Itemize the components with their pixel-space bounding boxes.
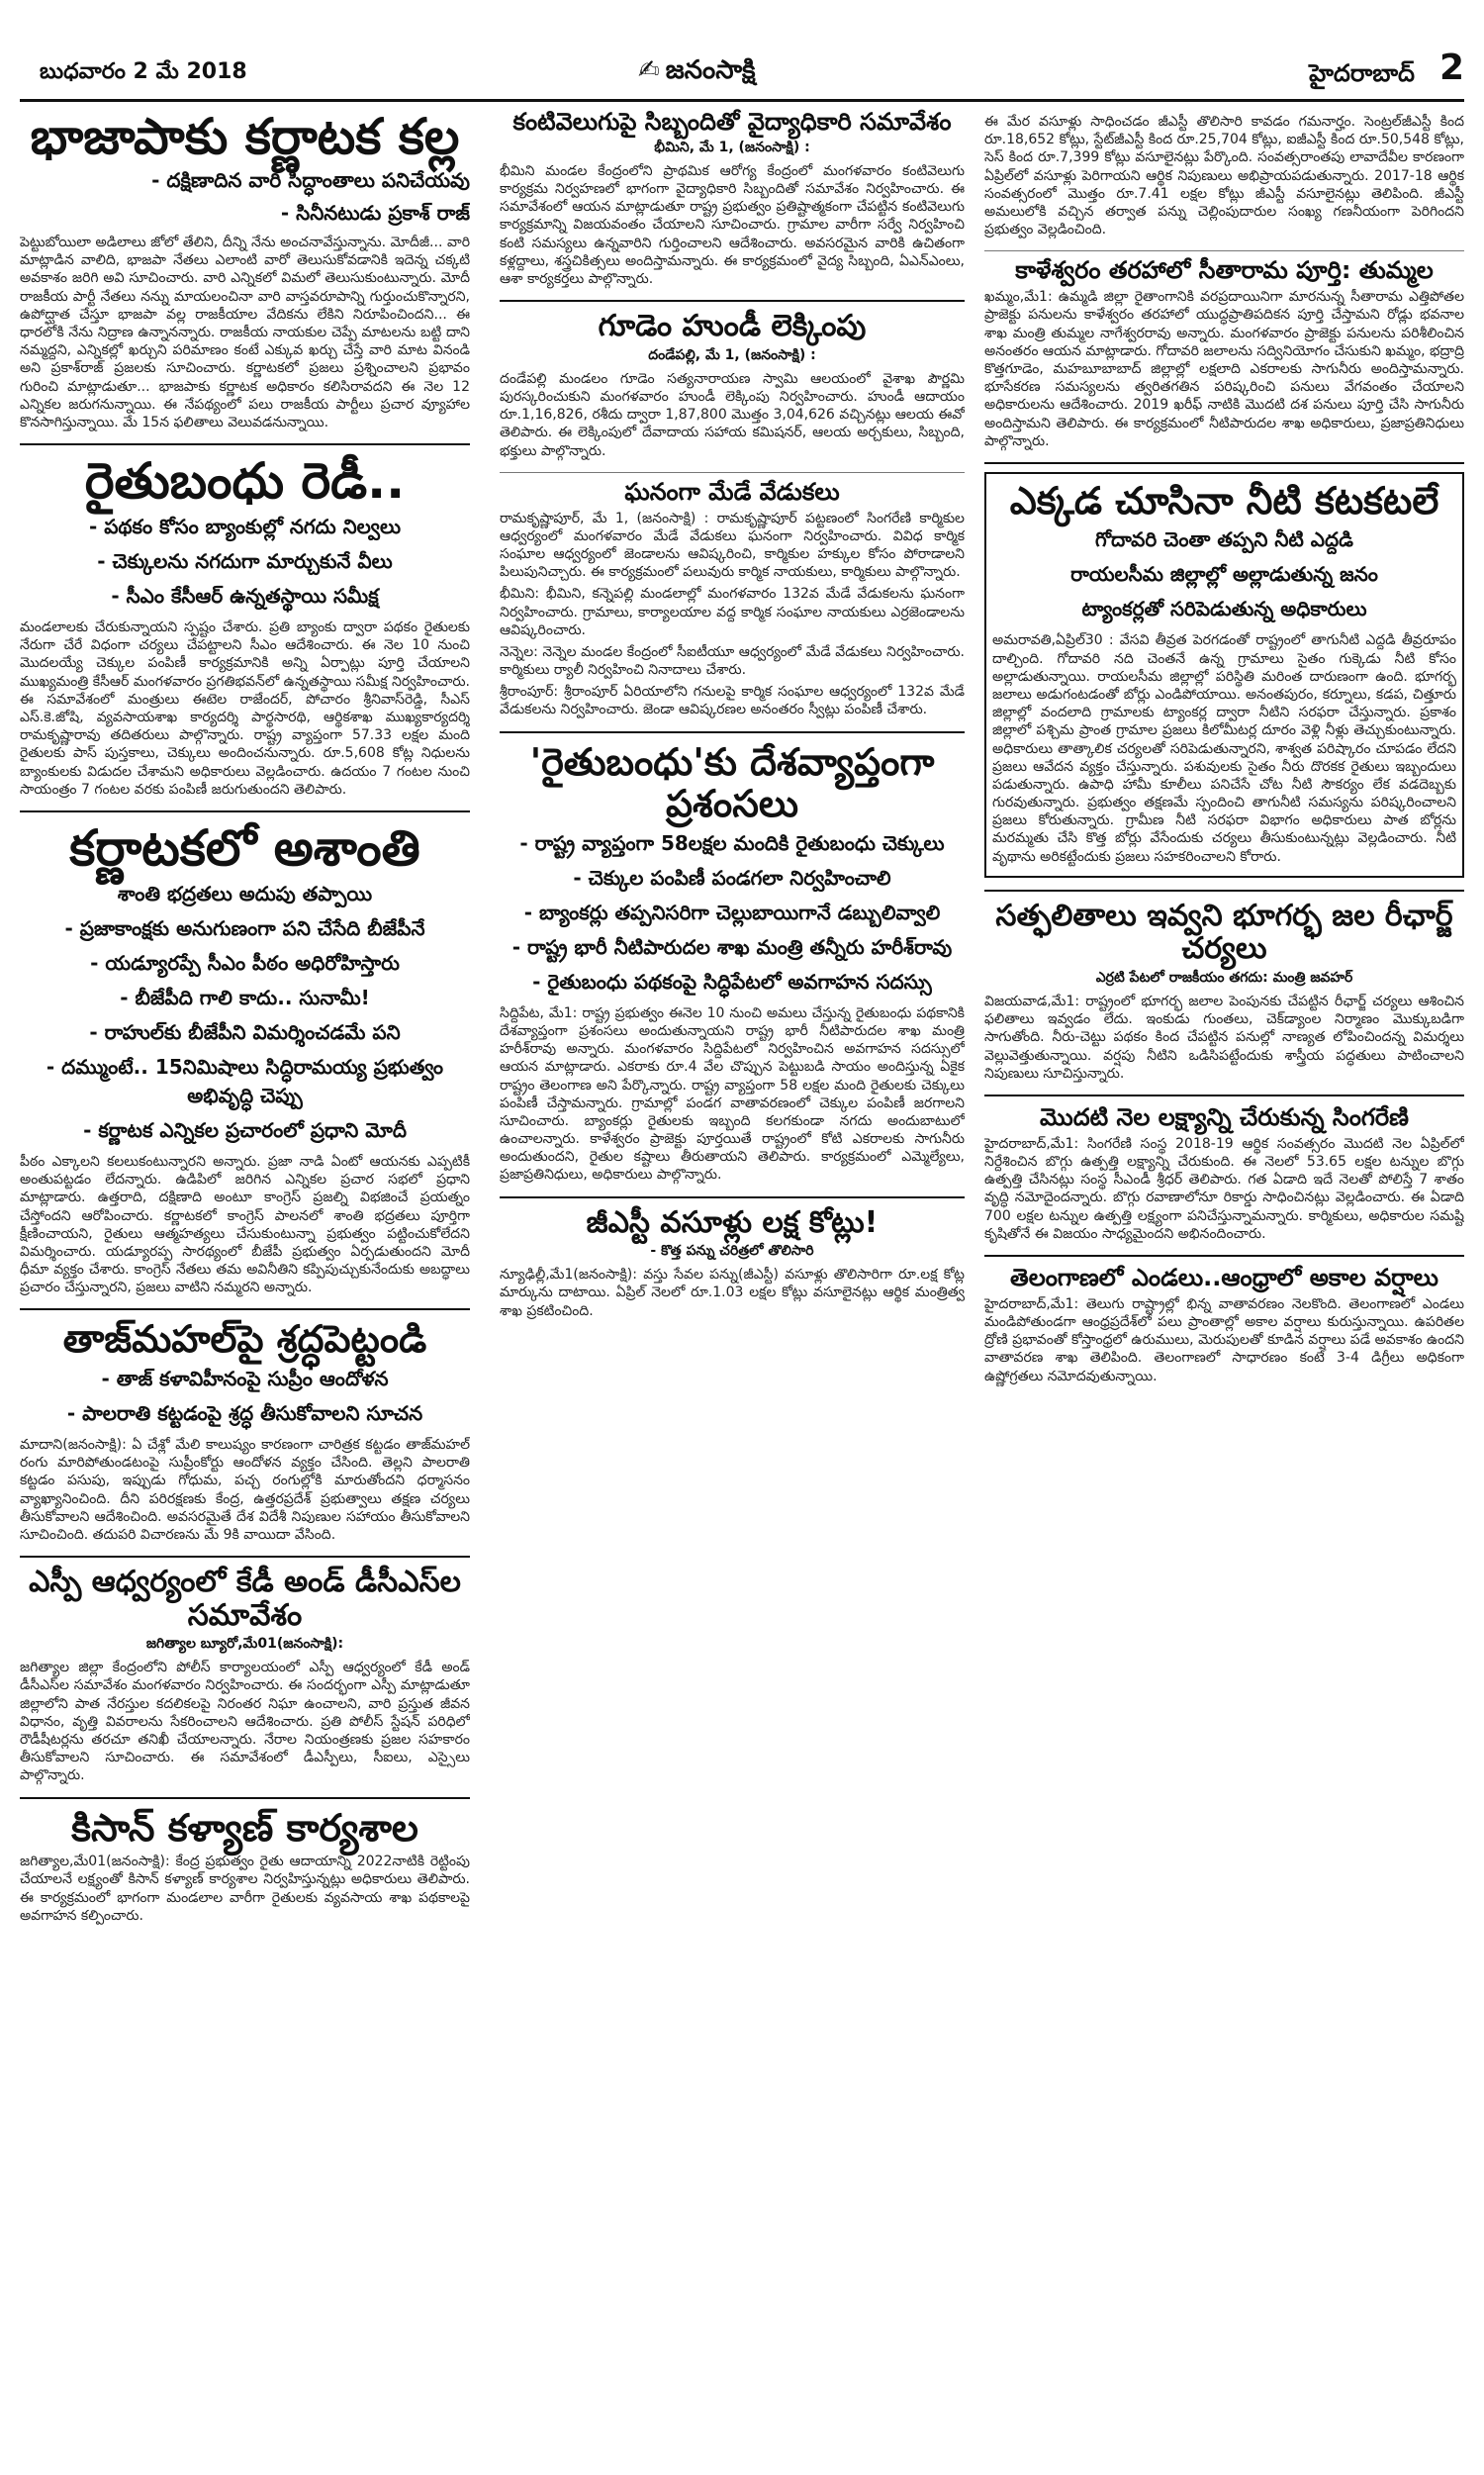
article-highlights (20, 882, 470, 1147)
divider (20, 1556, 470, 1558)
divider (20, 1308, 470, 1310)
article-headline: సత్ఫలితాలు ఇవ్వని భూగర్భ జల రీఛార్జ్ చర్యలు (995, 898, 1453, 967)
article-headline: ఎస్పీ ఆధ్వర్యంలో కేడీ అండ్ డీసీఎస్‌ల సమావేశం (29, 1565, 461, 1633)
article-body: ఖమ్మం,మే1: ఉమ్మడి జిల్లా రైతాంగానికి వరప్రదాయినిగా మారనున్న సీతారామ ఎత్తిపోతల ప్రాజెక్టు పనులను కాళేశ్వరం తరహాలో యుద్ధప్రాతిపదికన పూర్తి చేస్తామని రోడ్లు భవనాల శాఖ మంత్రి తుమ్మల నాగేశ్వరరావు అన్నారు. మంగళవారం ప్రాజెక్టు పనులను పరిశీలించిన అనంతరం ఆయన మాట్లాడారు. గోదావరి జలాలను సద్వినియోగం చేసుకుని ఖమ్మం, భద్రాద్రి కొత్తగూడెం, మహబూబాబాద్ జిల్లాల్లో లక్షలాది ఎకరాలకు సాగునీరు అందిస్తామన్నారు. భూసేకరణ సమస్యలను త్వరితగతిన పరిష్కరించి పనులు వేగవంతం చేయాలని అధికారులను ఆదేశించారు. 2019 ఖరీఫ్ నాటికి మొదటి దశ పనులు పూర్తి చేసి సాగునీరు అందిస్తామని తెలిపారు. ఈ కార్యక్రమంలో నీటిపారుదల శాఖ అధికారులు, ప్రజాప్రతినిధులు పాల్గొన్నారు. (984, 289, 1464, 449)
article-body: జగిత్యాల జిల్లా కేంద్రంలోని పోలీస్ కార్యాలయంలో ఎస్పీ ఆధ్వర్యంలో కేడీ అండ్ డీసీఎస్‌ల సమావేశం మంగళవారం నిర్వహించారు. ఈ సందర్భంగా ఎస్పీ మాట్లాడుతూ జిల్లాలోని పాత నేరస్తుల కదలికలపై నిరంతర నిఘా ఉంచాలని, వారి ప్రస్తుత జీవన విధానం, వృత్తి వివరాలను సేకరించాలని ఆదేశించారు. ప్రతి పోలీస్ స్టేషన్ పరిధిలో రౌడీషీటర్లను తరచూ తనిఖీ చేయాలన్నారు. నేరాల నియంత్రణకు ప్రజల సహకారం తీసుకోవాలని సూచించారు. ఈ సమావేశంలో డీఎస్పీలు, సీఐలు, ఎస్సైలు పాల్గొన్నారు. (20, 1660, 470, 1784)
masthead (20, 40, 1464, 102)
highlight-item: - చెక్కుల పంపిణీ పండగలా నిర్వహించాలి (573, 865, 891, 890)
article-headline: కంటివెలుగుపై సిబ్బందితో వైద్యాధికారి సమావేశం (512, 109, 952, 136)
article-highlights (20, 1367, 470, 1430)
article-karnataka-unrest (20, 820, 470, 1297)
article-headline: గూడెం హుండీ లెక్కింపు (598, 309, 867, 344)
article-paragraph: శ్రీరాంపూర్: శ్రీరాంపూర్ ఏరియాలోని గనులపై కార్మిక సంఘాల ఆధ్వర్యంలో 132వ మేడే వేడుకలను నిర్వహించారు. జెండా ఆవిష్కరణల అనంతరం స్వీట్లు పంపిణీ చేశారు. (500, 684, 965, 718)
article-body: పెట్టుబోయిలా అడిలాలు జోలో తేలిని, దీన్ని నేను అంచనావేస్తున్నాను. మోదీజీ... వారి మాట్లాడిన వాలిది, భాజపా నేతలు ఎలాంటి వారో తెలుసుకోవడానికి ఇదెన్న చక్కటి అవకాశం జరిగి అవి సూచించారు. వారి ఎన్నికలో విమలో తెలుసుకుంటున్నారు. మోదీ రాజకీయ పార్టీ నేతలు నన్ను మాయలంచినా వారి వాస్తవరూపాన్ని గుర్తుంచుకొన్నారని, ఉపోద్ఘాత చేస్తూ భాజపా వల్ల రాజకీయాల వేదికను లేకిని నిరూపించిందని... ఈ ధారలోకి నేను నిద్రాణ ఉన్నానన్నారు. రాజకీయ నాయకుల చెప్పే మాటలను బట్టి దాని నమ్మద్దని, ఎన్నికల్లో ఖర్చుని పరిమాణం కంటే ఎక్కువ ఖర్చు చేస్తే వారి మాట వినండి అని ప్రకాశ్‌రాజ్‌ ప్రజలకు సూచించారు. కర్ణాటకలో ప్రజలు ప్రశ్నించాలని ప్రభావం గురించి మాట్లాడుతూ... భాజపాకు కర్ణాటక అధికారం కలిసిరావదని ఈ నెల 12 ఎన్నికల జరుగనున్నాయి. ఈ నేపథ్యంలో పలు రాజకీయ పార్టీలు ప్రచార వ్యూహాల కొనసాగిస్తున్నాయి. మే 15న ఫలితాలు వెలువడనున్నాయి. (20, 235, 470, 430)
article-dateline: భీమిని, మే 1, (జనంసాక్షి) : (654, 139, 810, 155)
article-headline: తెలంగాణలో ఎండలు..ఆంధ్రాలో అకాల వర్షాలు (1010, 1263, 1438, 1291)
highlight-item: శాంతి భద్రతలు అదుపు తప్పాయి (117, 881, 373, 905)
article-body: భీమిని మండల కేంద్రంలోని ప్రాథమిక ఆరోగ్య కేంద్రంలో మంగళవారం కంటివెలుగు కార్యక్రమ నిర్వహణలో భాగంగా వైద్యాధికారి సిబ్బందితో సమావేశం నిర్వహించారు. ఈ సమావేశంలో ఆయన మాట్లాడుతూ రాష్ట్ర ప్రభుత్వం ప్రతిష్టాత్మకంగా చేపట్టిన కంటివెలుగు కార్యక్రమాన్ని విజయవంతం చేయాలని సూచించారు. గ్రామాల వారీగా సర్వే నిర్వహించి కంటి సమస్యలు ఉన్నవారిని గుర్తించాలని ఆదేశించారు. అవసరమైన వారికి ఉచితంగా కళ్లద్దాలు, శస్త్రచికిత్సలు అందిస్తామన్నారు. ఈ కార్యక్రమంలో వైద్య సిబ్బంది, ఏఎన్ఎంలు, ఆశా కార్యకర్తలు పాల్గొన్నారు. (500, 162, 965, 287)
highlight-item: - ప్రజాకాంక్షకు అనుగుణంగా పని చేసేది బీజేపీనే (64, 915, 425, 940)
highlight-item: - కర్ణాటక ఎన్నికల ప్రచారంలో ప్రధాని మోదీ (83, 1117, 407, 1142)
article-gst-continued (984, 113, 1464, 238)
divider (984, 1255, 1464, 1257)
article-headline: 'రైతుబంధు'కు దేశవ్యాప్తంగా ప్రశంసలు (529, 739, 935, 826)
article-paragraph: రామకృష్ణాపూర్, మే 1, (జనంసాక్షి) : రామకృష్ణాపూర్ పట్టణంలో సింగరేణి కార్మికుల ఆధ్వర్యంలో మంగళవారం మేడే వేడుకలు ఘనంగా నిర్వహించారు. వివిధ కార్మిక సంఘాల ఆధ్వర్యంలో జెండాలను ఆవిష్కరించి, కార్మికుల హక్కుల కోసం పోరాడాలని పిలుపునిచ్చారు. ఈ కార్యక్రమంలో పలువురు కార్మిక నాయకులు, కార్మికులు పాల్గొన్నారు. (500, 510, 965, 581)
article-rythubandhu-praise (500, 741, 965, 1185)
article-headline: ఎక్కడ చూసినా నీటి కటకటలే (1009, 478, 1439, 523)
highlight-item: - పాలరాతి కట్టడంపై శ్రద్ధ తీసుకోవాలని సూచన (66, 1400, 423, 1425)
article-subheadline: - సినీనటుడు ప్రకాశ్ రాజ్ (280, 201, 470, 225)
divider (984, 1095, 1464, 1096)
paper-name: జనంసాక్షి (665, 55, 756, 85)
highlight-item: గోదావరి చెంతా తప్పని నీటి ఎద్దడి (1095, 527, 1353, 552)
divider (20, 810, 470, 812)
article-headline: భాజాపాకు కర్ణాటక కల్ల (30, 109, 460, 165)
article-body: దండేపల్లి మండలం గూడెం సత్యనారాయణ స్వామి ఆలయంలో వైశాఖ పౌర్ణమి పురస్కరించుకుని మంగళవారం హుండీ లెక్కింపు నిర్వహించారు. హుండీ ఆదాయం రూ.1,16,826, రశీదు ద్వారా 1,87,800 మొత్తం 3,04,626 వచ్చినట్లు ఆలయ ఈవో తెలిపారు. ఈ లెక్కింపులో దేవాదాయ సహాయ కమిషనర్, ఆలయ అర్చకులు, సిబ్బంది, భక్తులు పాల్గొన్నారు. (500, 370, 965, 459)
article-headline: జీఎస్టీ వసూళ్లు లక్ష కోట్లు! (586, 1204, 879, 1240)
article-body: హైదరాబాద్,మే1: సింగరేణి సంస్థ 2018-19 ఆర్థిక సంవత్సరం మొదటి నెల ఏప్రిల్‌లో నిర్దేశించిన బొగ్గు ఉత్పత్తి లక్ష్యాన్ని చేరుకుంది. ఈ నెలలో 53.65 లక్షల టన్నుల బొగ్గు ఉత్పత్తి చేసినట్లు సంస్థ సీఎండీ శ్రీధర్ తెలిపారు. గత ఏడాది ఇదే నెలతో పోలిస్తే 7 శాతం వృద్ధి నమోదైందన్నారు. బొగ్గు రవాణాలోనూ రికార్డు సాధించినట్లు వెల్లడించారు. ఈ ఏడాది 700 లక్షల టన్నుల ఉత్పత్తి లక్ష్యంగా పనిచేస్తున్నామన్నారు. కార్మికులు, అధికారుల సమష్టి కృషితోనే ఈ విజయం సాధ్యమైందని అభినందించారు. (984, 1135, 1464, 1242)
article-subheadline: - కొత్త పన్ను చరిత్రలో తొలిసారి (650, 1243, 814, 1260)
highlight-item: - బీజేపీది గాలి కాదు.. సునామీ! (120, 985, 370, 1009)
article-dateline: దండేపల్లి, మే 1, (జనంసాక్షి) : (648, 346, 816, 363)
highlight-item: - తాజ్ కళావిహీనంపై సుప్రీం ఆందోళన (101, 1366, 389, 1390)
article-water-scarcity (984, 472, 1464, 878)
article-body: న్యూఢిల్లీ,మే1(జనంసాక్షి): వస్తు సేవల పన్ను(జీఎస్టీ) వసూళ్లు తొలిసారిగా రూ.లక్ష కోట్ల మార్కును దాటాయి. ఏప్రిల్ నెలలో రూ.1.03 లక్షల కోట్లు వసూలైనట్లు ఆర్థిక మంత్రిత్వ శాఖ ప్రకటించింది. (500, 1267, 965, 1319)
divider (500, 1196, 965, 1198)
highlight-item: - రాహుల్‌కు బీజేపీని విమర్శించడమే పని (89, 1019, 401, 1044)
article-headline: ఘనంగా మేడే వేడుకలు (624, 477, 840, 506)
divider (20, 443, 470, 445)
article-body: సిద్దిపేట, మే1: రాష్ట్ర ప్రభుత్వం ఈనెల 10 నుంచి అమలు చేస్తున్న రైతుబంధు పథకానికి దేశవ్యాప్తంగా ప్రశంసలు అందుతున్నాయని రాష్ట్ర భారీ నీటిపారుదల శాఖ మంత్రి హరీశ్‌రావు అన్నారు. మంగళవారం సిద్దిపేటలో నిర్వహించిన అవగాహన సదస్సులో ఆయన మాట్లాడారు. ఎకరాకు రూ.4 వేల చొప్పున పెట్టుబడి సాయం అందిస్తున్న ఏకైక రాష్ట్రం తెలంగాణ అని పేర్కొన్నారు. రాష్ట్ర వ్యాప్తంగా 58 లక్షల మంది రైతులకు చెక్కులు పంపిణీ చేస్తామన్నారు. గ్రామాల్లో పండగ వాతావరణంలో చెక్కుల పంపిణీ జరగాలని సూచించారు. బ్యాంకర్లు రైతులకు ఇబ్బంది కలగకుండా నగదు అందుబాటులో ఉంచాలన్నారు. కాళేశ్వరం ప్రాజెక్టు పూర్తయితే రాష్ట్రంలో కోటి ఎకరాలకు సాగునీరు అందుతుందని, రైతుల కష్టాలు తీరుతాయని తెలిపారు. కార్యక్రమంలో ఎమ్మెల్యేలు, ప్రజాప్రతినిధులు, అధికారులు పాల్గొన్నారు. (500, 1004, 965, 1184)
article-body: అమరావతి,ఏప్రిల్30 : వేసవి తీవ్రత పెరగడంతో రాష్ట్రంలో తాగునీటి ఎద్దడి తీవ్రరూపం దాల్చింది. గోదావరి నది చెంతనే ఉన్న గ్రామాలు సైతం గుక్కెడు నీటి కోసం అల్లాడుతున్నాయి. రాయలసీమ జిల్లాల్లో పరిస్థితి మరింత దారుణంగా ఉంది. భూగర్భ జలాలు అడుగంటడంతో బోర్లు ఎండిపోయాయి. అనంతపురం, కర్నూలు, కడప, చిత్తూరు జిల్లాల్లో వందలాది గ్రామాలకు ట్యాంకర్ల ద్వారా నీటిని సరఫరా చేస్తున్నారు. ప్రకాశం జిల్లాలో పశ్చిమ ప్రాంత గ్రామాల ప్రజలు కిలోమీటర్ల దూరం వెళ్లి నీళ్లు తెచ్చుకుంటున్నారు. అధికారులు తాత్కాలిక చర్యలతో సరిపెడుతున్నారని, శాశ్వత పరిష్కారం చూపడం లేదని ప్రజలు ఆవేదన వ్యక్తం చేస్తున్నారు. పశువులకు సైతం నీరు దొరకక రైతులు ఇబ్బందులు పడుతున్నారు. ఉపాధి హామీ కూలీలు పనిచేసే చోట నీటి సౌకర్యం లేక వడదెబ్బకు గురవుతున్నారు. ప్రభుత్వం తక్షణమే స్పందించి తాగునీటి సమస్యను పరిష్కరించాలని ప్రజలు కోరుతున్నారు. గ్రామీణ నీటి సరఫరా విభాగం అధికారులు పాత బోర్లను మరమ్మతు చేసి కొత్త బోర్లు వేసేందుకు చర్యలు తీసుకుంటున్నట్లు వెల్లడించారు. నీటి వృథాను అరికట్టేందుకు ప్రజలు సహకరించాలని కోరారు. (992, 632, 1456, 865)
article-body: ఈ మేర వసూళ్లు సాధించడం జీఎస్టీ తొలిసారి కావడం గమనార్హం. సెంట్రల్‌జీఎస్టీ కింద రూ.18,652 కోట్లు, స్టేట్‌జీఎస్టీ కింద రూ.25,704 కోట్లు, ఐజీఎస్టీ కింద రూ.50,548 కోట్లు, సెస్ కింద రూ.7,399 కోట్లు వసూలైనట్లు పేర్కొంది. సంవత్సరాంతపు లావాదేవీల కారణంగా ఏప్రిల్‌లో వసూళ్లు పెరిగాయని ఆర్థిక నిపుణులు అభిప్రాయపడుతున్నారు. 2017-18 ఆర్థిక సంవత్సరంలో మొత్తం రూ.7.41 లక్షల కోట్లు జీఎస్టీ వసూలైనట్లు తెలిపింది. జీఎస్టీ అమలులోకి వచ్చిన తర్వాత పన్ను చెల్లింపుదారుల సంఖ్య గణనీయంగా పెరిగిందని ప్రభుత్వం వెల్లడించింది. (984, 114, 1464, 238)
highlight-item: - పథకం కోసం బ్యాంకుల్లో నగదు నిల్వలు (88, 515, 402, 539)
article-headline: కర్ణాటకలో అశాంతి (69, 818, 420, 877)
article-mayday (500, 479, 965, 719)
article-sitarama (984, 257, 1464, 450)
article-body: పీఠం ఎక్కాలని కలలుకంటున్నారని అన్నారు. ప్రజా నాడి ఏంటో ఆయనకు ఎప్పటికీ అంతుపట్టడం లేదన్నారు. ఉడిపిలో జరిగిన ఎన్నికల ప్రచార సభలో ప్రధాని మాట్లాడారు. ఉత్తరాది, దక్షిణాది అంటూ కాంగ్రెస్ ప్రజల్ని విభజించే ప్రయత్నం చేస్తోందని ఆరోపించారు. కర్ణాటకలో కాంగ్రెస్ పాలనలో శాంతి భద్రతలు పూర్తిగా క్షీణించాయని, రైతులు ఆత్మహత్యలు చేసుకుంటున్నా ప్రభుత్వం పట్టించుకోలేదని విమర్శించారు. యడ్యూరప్ప సారథ్యంలో బీజేపీ ప్రభుత్వం ఏర్పడుతుందని మోదీ ధీమా వ్యక్తం చేశారు. కాంగ్రెస్ నేతలు తమ అవినీతిని కప్పిపుచ్చుకునేందుకు అబద్ధాలు ప్రచారం చేస్తున్నారని, ప్రజలు వాటిని నమ్మరని అన్నారు. (20, 1153, 470, 1296)
highlight-item: - రాష్ట్ర వ్యాప్తంగా 58లక్షల మందికి రైతుబంధు చెక్కులు (519, 830, 945, 855)
column-middle (500, 109, 965, 2464)
article-subheadline: - దక్షిణాదిన వారి సిద్ధాంతాలు పనిచేయవు (151, 168, 470, 192)
highlight-item: ట్యాంకర్లతో సరిపెడుతున్న అధికారులు (1081, 597, 1367, 621)
article-highlights (992, 527, 1456, 625)
divider (500, 472, 965, 473)
paper-logo (638, 55, 756, 91)
article-body: మాదాని(జనంసాక్షి): ఏ చేశ్లో మేలి కాలుష్యం కారణంగా చారిత్రక కట్టడం తాజ్‌మహల్ రంగు మారిపోతుండటంపై సుప్రీంకోర్టు ఆందోళన వ్యక్తం చేసింది. తెల్లని పాలరాతి కట్టడం పసుపు, ఇప్పుడు గోధుమ, పచ్చ రంగుల్లోకి మారుతోందని ధర్మాసనం వ్యాఖ్యానించింది. దీని పరిరక్షణకు కేంద్ర, ఉత్తరప్రదేశ్ ప్రభుత్వాలు తక్షణ చర్యలు తీసుకోవాలని ఆదేశించింది. అవసరమైతే దేశ విదేశీ నిపుణుల సహాయం తీసుకోవాలని సూచించింది. తదుపరి విచారణను మే 9కి వాయిదా వేసింది. (20, 1436, 470, 1543)
divider (500, 731, 965, 733)
divider (984, 462, 1464, 464)
article-highlights (20, 515, 470, 613)
article-dateline: ఎర్రటి పేటలో రాజకీయం తగదు: మంత్రి జవహర్ (1095, 970, 1353, 987)
article-hundi-counting (500, 310, 965, 460)
issue-date: బుధవారం 2 మే 2018 (40, 59, 247, 84)
article-body: జగిత్యాల,మే01(జనంసాక్షి): కేంద్ర ప్రభుత్వం రైతు ఆదాయాన్ని 2022నాటికి రెట్టింపు చేయాలనే లక్ష్యంతో కిసాన్ కళ్యాణ్ కార్యశాల నిర్వహిస్తున్నట్లు అధికారులు తెలిపారు. ఈ కార్యక్రమంలో భాగంగా మండలాల వారీగా రైతులకు వ్యవసాయ శాఖ పథకాలపై అవగాహన కల్పించారు. (20, 1854, 470, 1924)
highlight-item: - రాష్ట్ర భారీ నీటిపారుదల శాఖ మంత్రి తన్నీరు హరీశ్‌రావు (511, 934, 953, 959)
divider (984, 890, 1464, 892)
article-bjp-karnataka (20, 109, 470, 431)
article-body: మండలాలకు చేరుకున్నాయని స్పష్టం చేశారు. ప్రతి బ్యాంకు ద్వారా పథకం రైతులకు నేరుగా చేరే విధంగా చర్యలు చేపట్టాలని సీఎం ఆదేశించారు. ఈ నెల 10 నుంచి మొదలయ్యే చెక్కుల పంపిణీ కార్యక్రమానికి అన్ని ఏర్పాట్లు పూర్తి చేయాలని ముఖ్యమంత్రి కేసీఆర్ మంగళవారం ప్రగతిభవన్‌లో ఉన్నతస్థాయి సమీక్ష నిర్వహించారు. ఈ సమావేశంలో మంత్రులు ఈటెల రాజేందర్, పోచారం శ్రీనివాస్‌రెడ్డి, సీఎస్ ఎస్.కె.జోషి, వ్యవసాయశాఖ కార్యదర్శి పార్థసారథి, ఆర్థికశాఖ ముఖ్యకార్యదర్శి రామకృష్ణారావు తదితరులు పాల్గొన్నారు. రాష్ట్ర వ్యాప్తంగా 57.33 లక్షల మంది రైతులకు పాస్ పుస్తకాలు, చెక్కులు అందించనున్నారు. రూ.5,608 కోట్ల నిధులను బ్యాంకులకు విడుదల చేశామని అధికారులు వెల్లడించారు. ఉదయం 7 గంటల నుంచి సాయంత్రం 7 గంటల వరకు పంపిణీ జరుగుతుందని తెలిపారు. (20, 619, 470, 798)
divider (20, 1797, 470, 1799)
logo-icon: ✍ (638, 55, 660, 85)
article-rythubandhu-ready (20, 453, 470, 799)
article-groundwater (984, 900, 1464, 1083)
highlight-item: - రైతుబంధు పథకంపై సిద్ధిపేటలో అవగాహన సదస్సు (532, 969, 932, 994)
article-singareni (984, 1104, 1464, 1243)
column-left (20, 109, 470, 2464)
article-headline: తాజ్‌మహల్‌పై శ్రద్ధపెట్టండి (62, 1317, 427, 1362)
article-body: విజయవాడ,మే1: రాష్ట్రంలో భూగర్భ జలాల పెంపునకు చేపట్టిన రీఛార్జ్ చర్యలు ఆశించిన ఫలితాలు ఇవ్వడం లేదు. ఇంకుడు గుంతలు, చెక్‌డ్యాంల నిర్మాణం మొక్కుబడిగా సాగుతోంది. నీరు-చెట్టు పథకం కింద చేపట్టిన పనుల్లో నాణ్యత లోపించిందన్న విమర్శలు వెల్లువెత్తుతున్నాయి. వర్షపు నీటిని ఒడిసిపట్టేందుకు శాస్త్రీయ పద్ధతులు పాటించాలని నిపుణులు సూచిస్తున్నారు. (984, 994, 1464, 1082)
divider (984, 250, 1464, 251)
highlight-item: - యడ్యూరప్పే సీఎం పీఠం అధిరోహిస్తారు (90, 950, 400, 975)
article-dateline: జగిత్యాల బ్యూరో,మే01(జనంసాక్షి): (145, 1636, 344, 1653)
highlight-item: రాయలసీమ జిల్లాల్లో అల్లాడుతున్న జనం (1070, 562, 1378, 587)
article-tajmahal (20, 1318, 470, 1544)
column-right (984, 109, 1464, 2464)
article-headline: రైతుబంధు రెడీ.. (84, 452, 406, 511)
article-paragraph: భీమిని: భీమిని, కన్నెపల్లి మండలాల్లో మంగళవారం 132వ మేడే వేడుకలను ఘనంగా నిర్వహించారు. గ్రామాలు, కార్యాలయాల వద్ద కార్మిక సంఘాల నాయకులు ఎర్రజెండాలను ఆవిష్కరించారు. (500, 586, 965, 638)
edition-city: హైదరాబాద్ (1309, 59, 1415, 87)
article-headline: కిసాన్ కళ్యాణ్ కార్యశాల (71, 1805, 418, 1850)
highlight-item: - చెక్కులను నగదుగా మార్చుకునే వీలు (97, 549, 393, 574)
article-gst (500, 1206, 965, 1320)
article-kantivelugu (500, 109, 965, 288)
article-weather (984, 1265, 1464, 1385)
page-number: 2 (1438, 48, 1464, 88)
divider (500, 300, 965, 302)
article-highlights (500, 831, 965, 999)
article-paragraph: నెన్నెల: నెన్నెల మండల కేంద్రంలో సీఐటీయూ ఆధ్వర్యంలో మేడే వేడుకలు నిర్వహించారు. కార్మికులు ర్యాలీ నిర్వహించి నినాదాలు చేశారు. (500, 643, 965, 679)
highlight-item: - బ్యాంకర్లు తప్పనిసరిగా చెల్లుబాయిగానే డబ్బులివ్వాలి (523, 900, 941, 924)
highlight-item: - దమ్ముంటే.. 15నిమిషాలు సిద్ధిరామయ్య ప్రభుత్వం అభివృద్ధి చెప్పు (46, 1054, 444, 1107)
article-body: హైదరాబాద్‌,మే1: తెలుగు రాష్ట్రాల్లో భిన్న వాతావరణం నెలకొంది. తెలంగాణలో ఎండలు మండిపోతుండగా ఆంధ్రప్రదేశ్‌లో పలు ప్రాంతాల్లో అకాల వర్షాలు కురుస్తున్నాయి. ఉపరితల ద్రోణి ప్రభావంతో కోస్తాంధ్రలో ఉరుములు, మెరుపులతో కూడిన వర్షాలు పడే అవకాశం ఉందని వాతావరణ శాఖ తెలిపింది. తెలంగాణలో సాధారణం కంటే 3-4 డిగ్రీలు అధికంగా ఉష్ణోగ్రతలు నమోదవుతున్నాయి. (984, 1295, 1464, 1384)
article-kisan-kalyan (20, 1807, 470, 1925)
highlight-item: - సీఎం కేసీఆర్ ఉన్నతస్థాయి సమీక్ష (111, 584, 379, 609)
article-headline: కాళేశ్వరం తరహాలో సీతారామ పూర్తి: తుమ్మల (1015, 256, 1434, 285)
article-sp-meeting (20, 1566, 470, 1785)
article-headline: మొదటి నెల లక్ష్యాన్ని చేరుకున్న సింగరేణి (1040, 1102, 1409, 1131)
